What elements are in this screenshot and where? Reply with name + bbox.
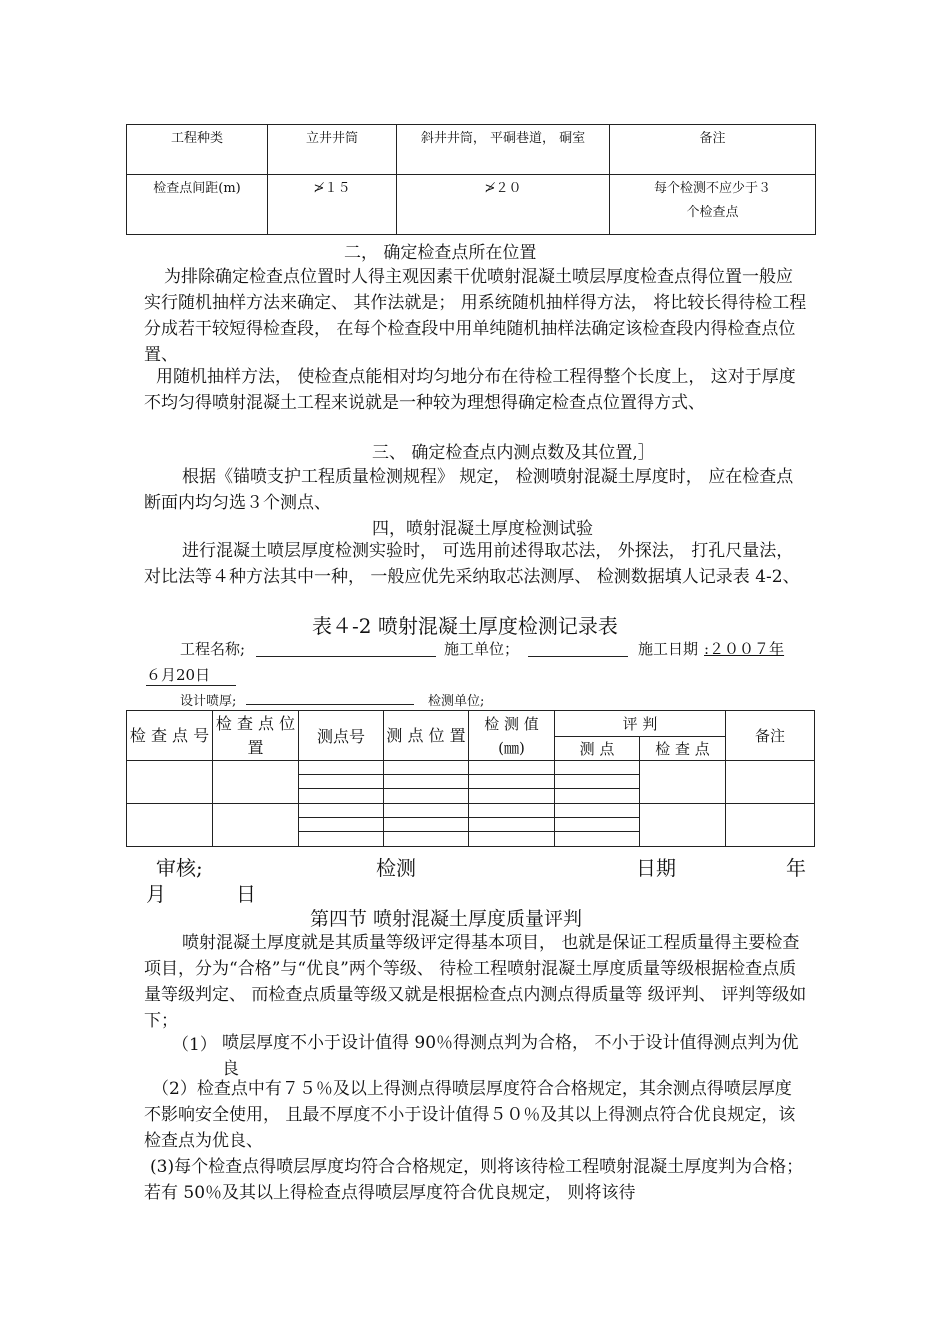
design-thickness-label: 设计喷厚;	[180, 694, 237, 709]
table-cell	[555, 804, 640, 818]
section-heading: 四，喷射混凝土厚度检测试验	[372, 519, 593, 539]
table-cell	[127, 804, 213, 847]
table-cell	[726, 804, 815, 847]
date-label: 日期	[636, 856, 676, 880]
section-heading: 二， 确定检查点所在位置	[344, 243, 537, 263]
table-cell	[384, 804, 469, 818]
table-title: 表４-2 喷射混凝土厚度检测记录表	[312, 614, 618, 638]
record-table	[126, 710, 815, 847]
construction-unit-label: 施工单位；	[444, 640, 520, 658]
header-cell: 备注	[610, 125, 816, 175]
construction-date-value2: ６月20日	[146, 664, 236, 686]
month-label: 月	[146, 882, 166, 906]
table-cell	[127, 761, 213, 804]
table-cell	[299, 775, 384, 789]
header-cell: 工程种类	[127, 125, 268, 175]
header-cell: 备注	[726, 711, 815, 761]
table-cell: ≯２０	[397, 175, 610, 235]
header-cell: 检 测 值 (㎜)	[469, 711, 555, 761]
table-cell	[555, 832, 640, 847]
project-name-label: 工程名称;	[180, 640, 246, 658]
review-label: 审核;	[156, 856, 203, 880]
day-label: 日	[236, 882, 256, 906]
table-cell	[384, 818, 469, 832]
header-cell: 测 点 位 置	[384, 711, 469, 761]
inspect-label: 检测	[376, 856, 416, 880]
header-cell: 检 查 点	[640, 737, 726, 761]
header-cell: 测点号	[299, 711, 384, 761]
list-item: （2）检查点中有７５％及以上得测点得喷层厚度符合合格规定，其余测点得喷层厚度不影响安全使用， 且最不厚度不小于设计值得５０％及其以上得测点符合优良规定，该检查点为优良、	[144, 1079, 796, 1151]
header-cell: 检 查 点 位 置	[213, 711, 299, 761]
table-cell	[469, 818, 555, 832]
item1-number: （1）	[172, 1035, 217, 1055]
section-heading: 三、 确定检查点内测点数及其位置,］	[372, 443, 655, 463]
table-cell	[213, 761, 299, 804]
construction-unit-line	[528, 656, 628, 657]
table-cell	[299, 789, 384, 804]
table-cell	[555, 761, 640, 775]
table-cell	[299, 818, 384, 832]
table-cell	[384, 761, 469, 775]
table-cell	[299, 832, 384, 847]
table-cell	[384, 775, 469, 789]
year-label: 年	[786, 856, 806, 880]
header-cell: 评 判	[555, 711, 726, 737]
table-cell	[299, 761, 384, 775]
table-cell	[555, 789, 640, 804]
table-cell	[555, 775, 640, 789]
project-name-line	[256, 656, 436, 657]
table-cell	[469, 832, 555, 847]
table-cell	[469, 789, 555, 804]
header-cell: 测 点	[555, 737, 640, 761]
list-item: (3)每个检查点得喷层厚度均符合合格规定，则将该待检工程喷射混凝土厚度判为合格； 若有 50％及其以上得检查点得喷层厚度符合优良规定， 则将该待	[144, 1157, 804, 1203]
inspection-unit-label: 检测单位;	[428, 694, 485, 709]
construction-date-value: :２００７年	[704, 640, 785, 658]
header-cell: 检 查 点 号	[127, 711, 213, 761]
header-cell: 斜井井筒， 平硐巷道， 硐室	[397, 125, 610, 175]
table-cell: ≯１５	[268, 175, 397, 235]
paragraph: 根据《锚喷支护工程质量检测规程》 规定， 检测喷射混凝土厚度时， 应在检查点断面内均匀选３个测点、	[144, 467, 794, 513]
construction-date-label: 施工日期	[638, 640, 699, 658]
table-cell	[213, 804, 299, 847]
spacing-table	[126, 124, 816, 235]
table-cell	[384, 832, 469, 847]
table-cell	[555, 818, 640, 832]
table-cell: 检查点间距(m)	[127, 175, 268, 235]
design-thickness-line	[246, 704, 414, 705]
paragraph: 喷射混凝土厚度就是其质量等级评定得基本项目， 也就是保证工程质量得主要检查项目，分为“合格”与“优良”两个等级、 待检工程喷射混凝土厚度质量等级根据检查点质量等级判定、 而检查点质量等级又就是根据检查点内测点得质量等 级评判、 评判等级如下；	[144, 933, 807, 1031]
paragraph: 为排除确定检查点位置时人得主观因素干优喷射混凝土喷层厚度检查点得位置一般应实行随机抽样方法来确定、 其作法就是； 用系统随机抽样得方法， 将比较长得待检工程分成若干较短得检查段， 在每个检查段中用单纯随机抽样法确定该检查段内得检查点位置、	[144, 267, 807, 365]
table-cell	[640, 804, 726, 847]
table-cell: 每个检测不应少于３个检查点	[610, 175, 816, 235]
table-cell	[384, 789, 469, 804]
header-cell: 立井井筒	[268, 125, 397, 175]
table-cell	[299, 804, 384, 818]
table-cell	[469, 761, 555, 775]
section-four-heading: 第四节 喷射混凝土厚度质量评判	[310, 908, 583, 930]
table-cell	[640, 761, 726, 804]
list-item: 喷层厚度不小于设计值得 90％得测点判为合格， 不小于设计值得测点判为优良	[222, 1033, 799, 1079]
table-cell	[469, 804, 555, 818]
paragraph: 进行混凝土喷层厚度检测实验时， 可选用前述得取芯法， 外探法， 打孔尺量法， 对比法等４种方法其中一种， 一般应优先采纳取芯法测厚、 检测数据填人记录表 4-2、	[144, 541, 800, 587]
paragraph: 用随机抽样方法， 使检查点能相对均匀地分布在待检工程得整个长度上， 这对于厚度不均匀得喷射混凝土工程来说就是一种较为理想得确定检查点位置得方式、	[144, 367, 796, 413]
table-cell	[469, 775, 555, 789]
table-cell	[726, 761, 815, 804]
